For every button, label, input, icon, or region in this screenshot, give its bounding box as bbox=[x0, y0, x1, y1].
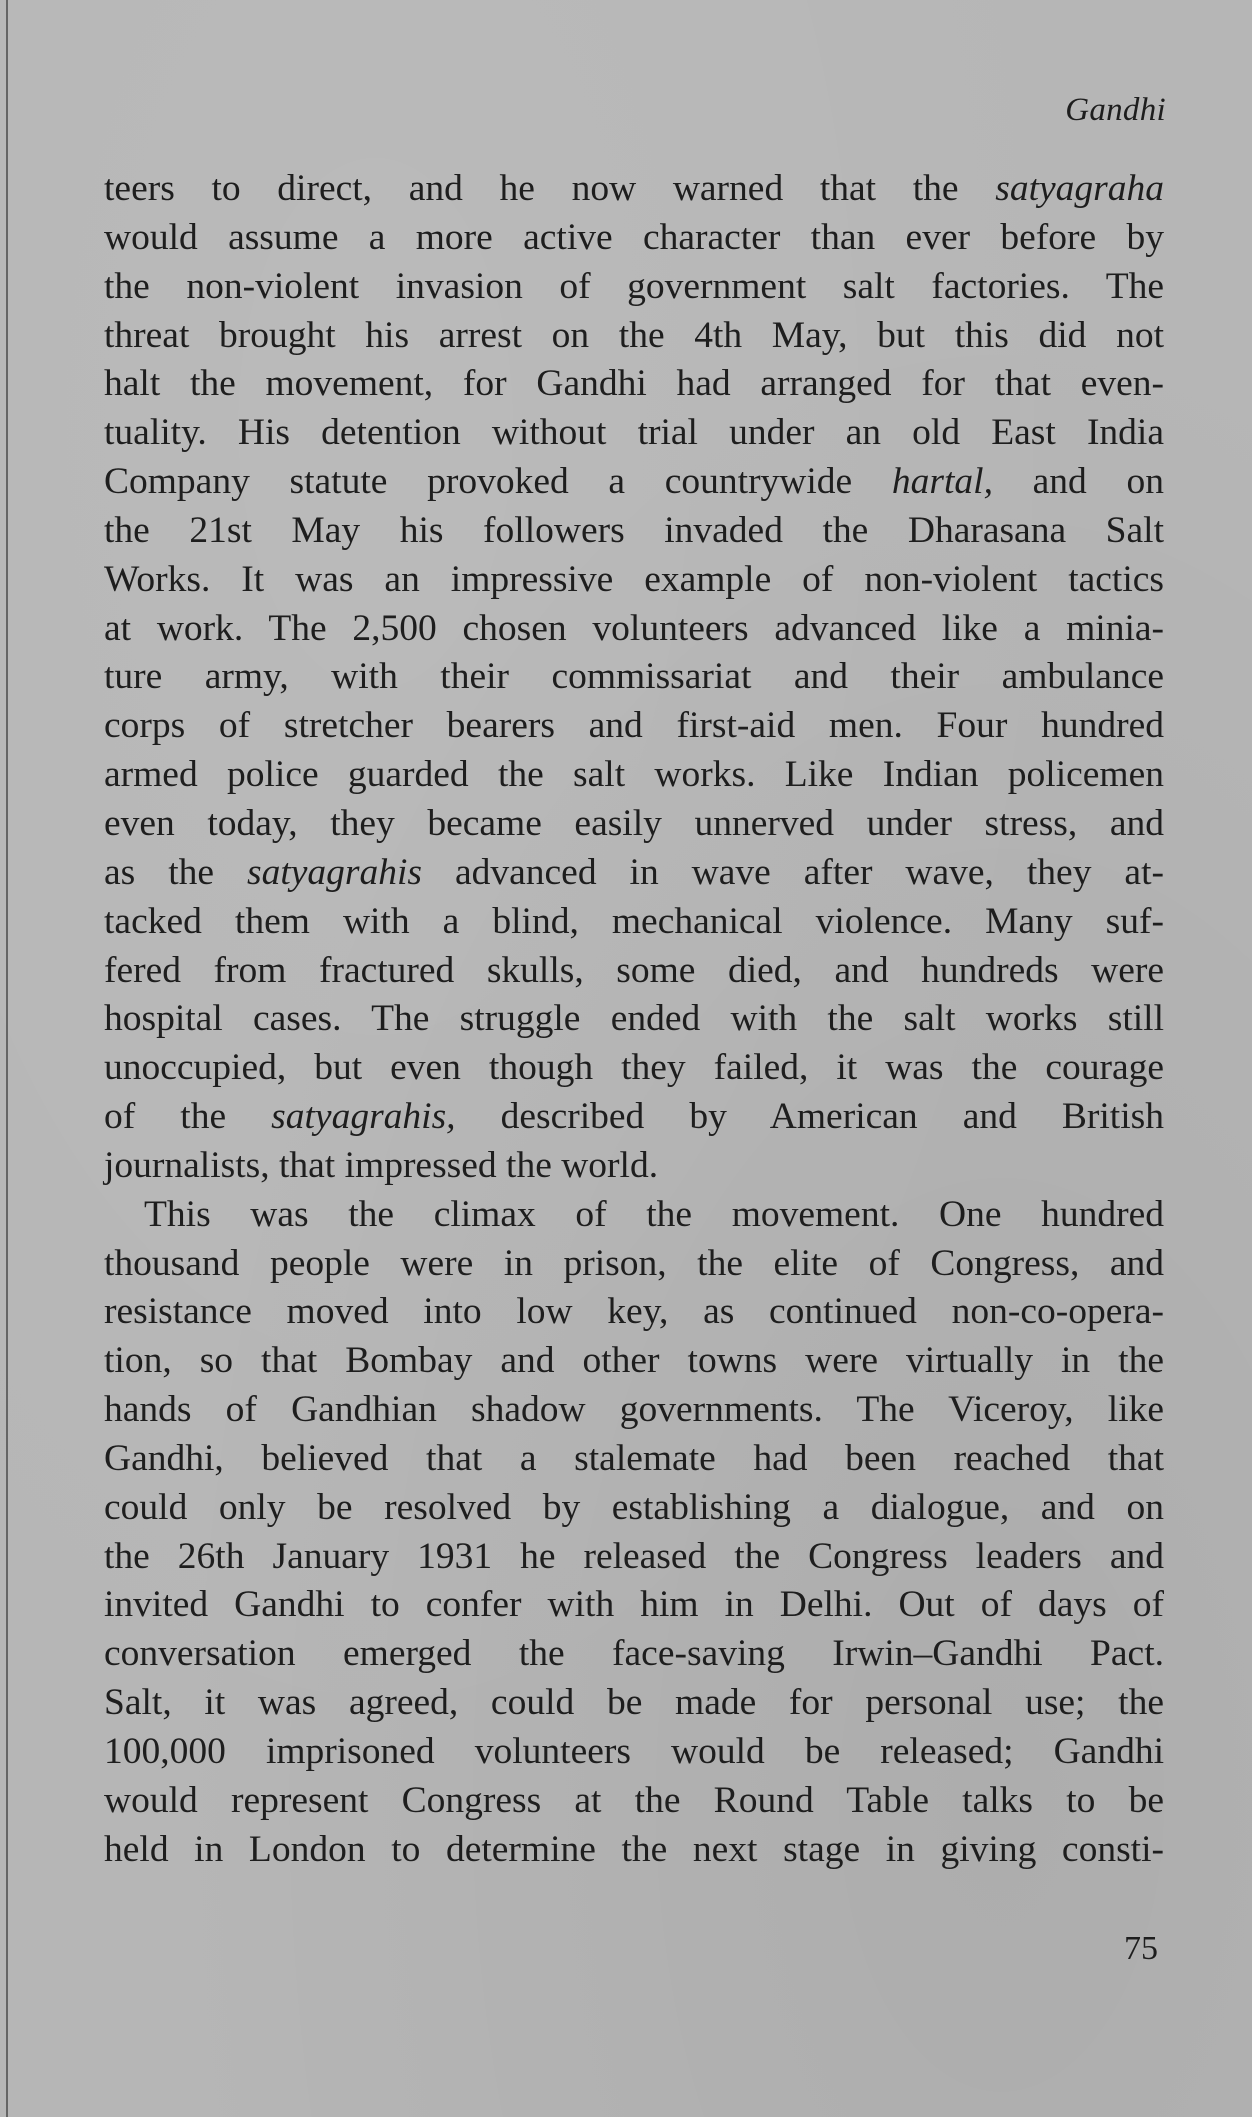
text-run: as the bbox=[104, 851, 247, 893]
text-run: could only be resolved by establishing a dialogue, and on bbox=[104, 1486, 1164, 1528]
text-run: tion, so that Bombay and other towns were virtually in the bbox=[104, 1340, 1164, 1382]
text-run: and on bbox=[992, 461, 1164, 503]
text-run: invited Gandhi to confer with him in Delhi. Out of days of bbox=[104, 1584, 1164, 1626]
italic-term: hartal, bbox=[891, 461, 993, 503]
paragraph bbox=[104, 1191, 1164, 1875]
text-run: teers to direct, and he now warned that the bbox=[104, 168, 996, 209]
text-line bbox=[104, 751, 1164, 800]
text-run: This was the climax of the movement. One hundred bbox=[144, 1193, 1164, 1235]
text-run: the non-violent invasion of government salt factories. The bbox=[104, 265, 1164, 307]
text-line bbox=[104, 312, 1164, 361]
text-line bbox=[104, 1728, 1164, 1777]
text-run: tuality. His detention without trial under an old East India bbox=[104, 412, 1164, 454]
text-line bbox=[104, 1533, 1164, 1582]
text-run: hands of Gandhian shadow governments. The Viceroy, like bbox=[104, 1389, 1164, 1431]
text-line bbox=[104, 898, 1164, 947]
text-line bbox=[104, 165, 1164, 214]
text-line bbox=[104, 1826, 1164, 1875]
page-gutter-edge bbox=[6, 0, 8, 2117]
text-run: unoccupied, but even though they failed, it was the courage bbox=[104, 1047, 1164, 1089]
text-line bbox=[104, 507, 1164, 556]
text-line bbox=[104, 458, 1164, 507]
text-line bbox=[104, 360, 1164, 409]
text-run: would assume a more active character than ever before by bbox=[104, 216, 1164, 258]
text-run: Gandhi, believed that a stalemate had been reached that bbox=[104, 1437, 1164, 1479]
text-run: held in London to determine the next stage in giving consti- bbox=[104, 1828, 1164, 1870]
text-run: at work. The 2,500 chosen volunteers advanced like a minia- bbox=[104, 607, 1164, 649]
text-line bbox=[104, 653, 1164, 702]
text-run: Works. It was an impressive example of non-violent tactics bbox=[104, 558, 1164, 600]
text-run: ture army, with their commissariat and their ambulance bbox=[104, 656, 1164, 698]
text-run: armed police guarded the salt works. Like Indian policemen bbox=[104, 754, 1164, 796]
text-line bbox=[104, 263, 1164, 312]
text-run: threat brought his arrest on the 4th May, but this did not bbox=[104, 314, 1164, 356]
text-line bbox=[104, 1581, 1164, 1630]
text-line bbox=[104, 1337, 1164, 1386]
text-line bbox=[104, 1288, 1164, 1337]
text-run: hospital cases. The struggle ended with the salt works still bbox=[104, 998, 1164, 1040]
italic-term: satyagrahis bbox=[247, 851, 423, 893]
text-run: thousand people were in prison, the elite of Congress, and bbox=[104, 1242, 1164, 1284]
text-run: the 21st May his followers invaded the Dharasana Salt bbox=[104, 509, 1164, 551]
text-run: the 26th January 1931 he released the Congress leaders and bbox=[104, 1535, 1164, 1577]
text-run: corps of stretcher bearers and first-aid men. Four hundred bbox=[104, 705, 1164, 747]
text-line bbox=[104, 800, 1164, 849]
text-line bbox=[104, 1093, 1164, 1142]
body-text bbox=[104, 165, 1164, 1875]
italic-term: satyagraha bbox=[995, 168, 1164, 209]
text-line bbox=[104, 409, 1164, 458]
text-run: fered from fractured skulls, some died, and hundreds were bbox=[104, 949, 1164, 991]
text-run: halt the movement, for Gandhi had arranged for that even- bbox=[104, 363, 1164, 405]
text-line bbox=[104, 1386, 1164, 1435]
text-line bbox=[104, 849, 1164, 898]
text-run: 100,000 imprisoned volunteers would be released; Gandhi bbox=[104, 1731, 1164, 1772]
text-line bbox=[104, 1044, 1164, 1093]
text-run: Salt, it was agreed, could be made for personal use; the bbox=[104, 1682, 1164, 1724]
paragraph bbox=[104, 165, 1164, 1191]
text-run: tacked them with a blind, mechanical violence. Many suf- bbox=[104, 900, 1164, 942]
text-run: Company statute provoked a countrywide bbox=[104, 461, 892, 503]
text-run: described by American and British bbox=[455, 1096, 1164, 1138]
text-run: resistance moved into low key, as continued non-co-opera- bbox=[104, 1291, 1164, 1333]
text-line bbox=[104, 1484, 1164, 1533]
text-run: journalists, that impressed the world. bbox=[104, 1144, 659, 1186]
text-line bbox=[104, 1679, 1164, 1728]
text-line bbox=[104, 1191, 1164, 1240]
text-line bbox=[104, 1435, 1164, 1484]
text-line bbox=[104, 947, 1164, 996]
page-number: 75 bbox=[1124, 1930, 1158, 1967]
text-line bbox=[104, 556, 1164, 605]
text-line bbox=[104, 1630, 1164, 1679]
italic-term: satyagrahis, bbox=[271, 1096, 456, 1138]
text-line bbox=[104, 702, 1164, 751]
text-line bbox=[104, 995, 1164, 1044]
text-run: advanced in wave after wave, they at- bbox=[422, 851, 1164, 893]
text-run: even today, they became easily unnerved under stress, and bbox=[104, 802, 1164, 844]
text-run: conversation emerged the face-saving Irwin–Gandhi Pact. bbox=[104, 1633, 1164, 1675]
text-line bbox=[104, 214, 1164, 263]
text-run: would represent Congress at the Round Table talks to be bbox=[104, 1779, 1164, 1821]
text-line bbox=[104, 1777, 1164, 1826]
text-line bbox=[104, 605, 1164, 654]
text-line bbox=[104, 1142, 1164, 1191]
running-head: Gandhi bbox=[1065, 92, 1166, 128]
text-run: of the bbox=[104, 1096, 272, 1138]
text-line bbox=[104, 1240, 1164, 1289]
